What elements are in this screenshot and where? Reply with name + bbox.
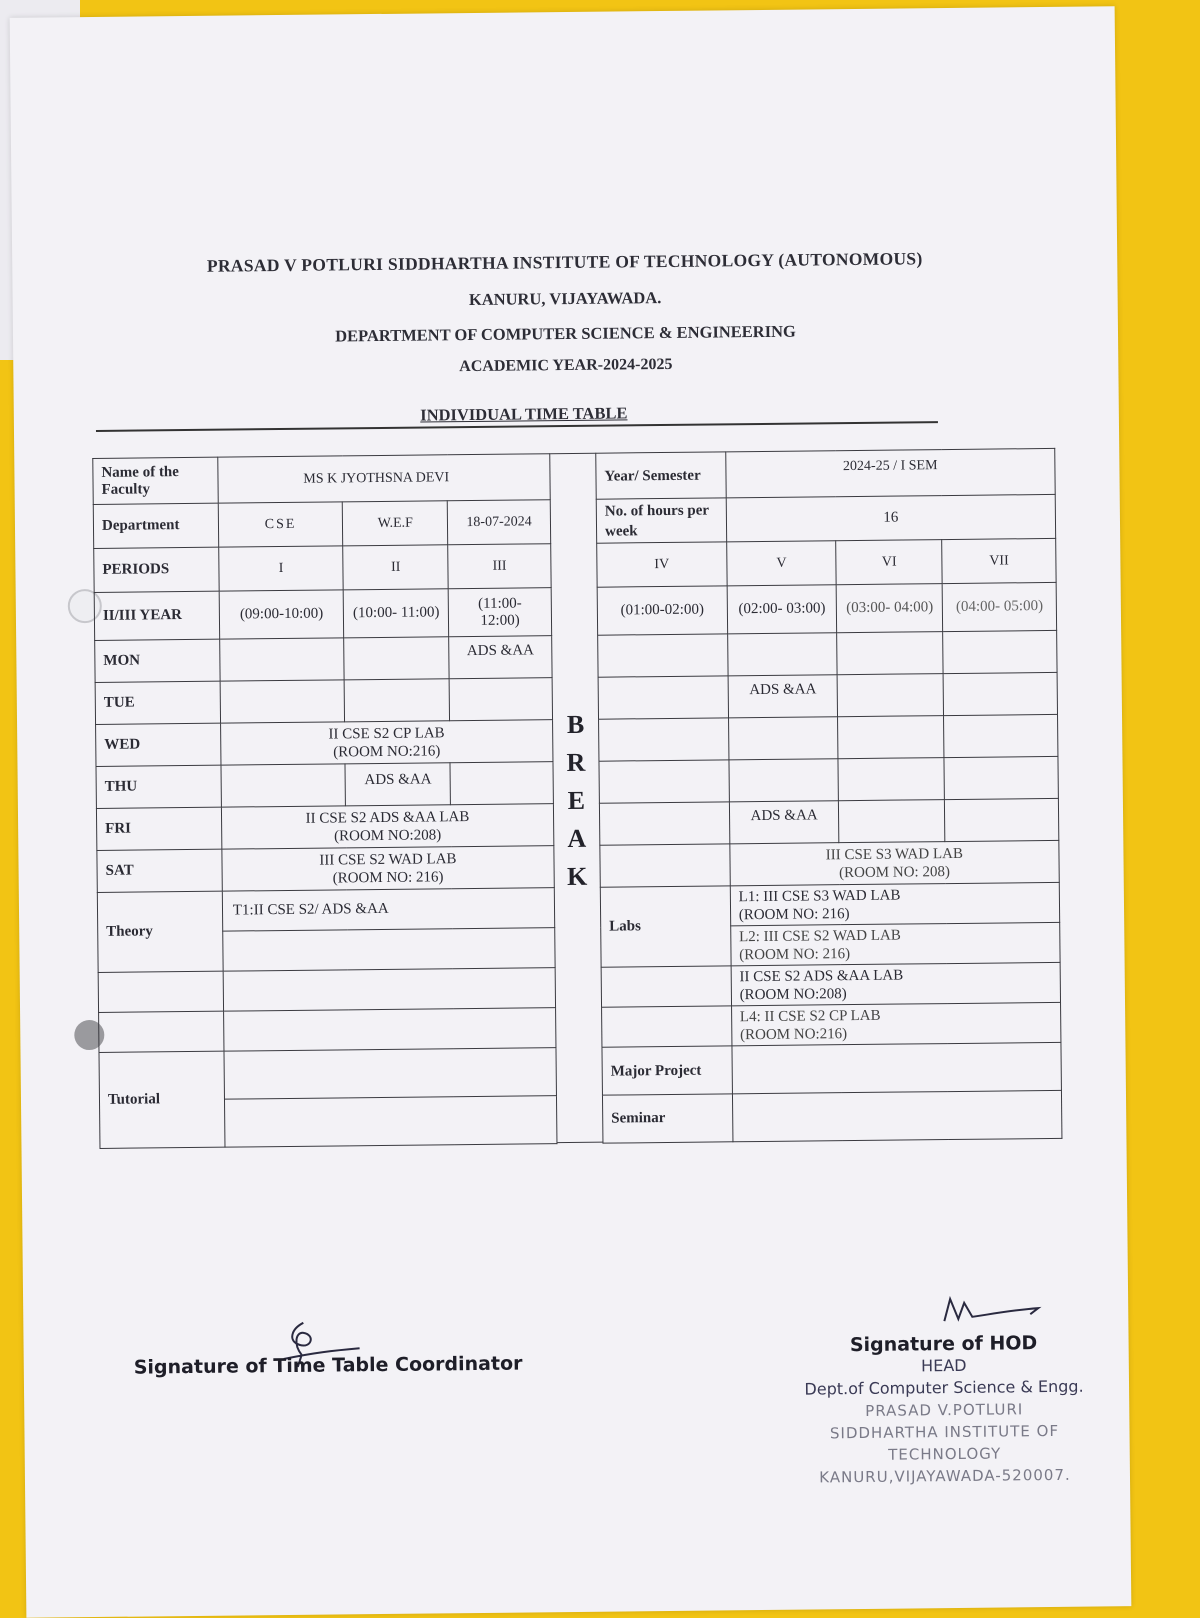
hours-value: 16 <box>726 494 1056 541</box>
break-letter: R <box>566 747 586 778</box>
class-entry: III CSE S2 WAD LAB <box>319 850 457 869</box>
institute-location: KANURU, VIJAYAWADA. <box>468 288 662 310</box>
slot-cell <box>345 679 450 722</box>
slot-cell <box>839 800 945 843</box>
stamp-dept: Dept.of Computer Science & Engg. <box>804 1376 1084 1399</box>
period-time: (04:00- 05:00) <box>942 582 1056 631</box>
slot-cell <box>944 756 1058 799</box>
lab-name: L1: III CSE S3 WAD LAB <box>738 887 901 905</box>
slot-cell <box>837 632 943 675</box>
period-time: (10:00- 11:00) <box>344 589 449 638</box>
period-num: V <box>726 541 836 586</box>
year-sem-value: 2024-25 / I SEM <box>725 448 1055 497</box>
slot-cell <box>598 676 728 719</box>
period-num: III <box>448 544 551 589</box>
period-num: IV <box>597 542 727 587</box>
class-entry: II CSE S2 CP LAB <box>328 724 445 743</box>
slot-cell <box>838 674 944 717</box>
hod-signature-mark <box>938 1292 1048 1333</box>
slot-cell <box>221 804 554 849</box>
blank-cell <box>602 1006 732 1047</box>
slot-cell <box>728 717 838 760</box>
major-project-label: Major Project <box>602 1046 732 1095</box>
theory-entry <box>223 968 556 1011</box>
year-sem-label: Year/ Semester <box>596 452 726 499</box>
slot-cell: ADS &AA <box>449 636 552 679</box>
blank-cell <box>98 971 223 1012</box>
slot-cell <box>943 630 1057 673</box>
blank-cell <box>601 966 731 1007</box>
slot-cell: ADS &AA <box>345 763 450 806</box>
stamp-inst-2: SIDDHARTHA INSTITUTE OF TECHNOLOGY <box>829 1421 1060 1464</box>
break-letter: A <box>567 823 587 854</box>
stamp-address: KANURU,VIJAYAWADA-520007. <box>819 1465 1071 1487</box>
slot-cell <box>450 762 553 805</box>
theory-entry <box>223 1008 556 1051</box>
break-letter: B <box>566 709 585 740</box>
slot-cell <box>945 798 1059 841</box>
break-letter: E <box>567 785 586 816</box>
slot-cell: ADS &AA <box>728 675 838 718</box>
lab-entry <box>730 882 1060 925</box>
day-label: WED <box>96 723 221 766</box>
tutorial-entry <box>224 1096 557 1147</box>
slot-cell <box>221 764 346 807</box>
slot-cell <box>838 716 944 759</box>
break-column <box>550 453 602 1143</box>
period-time: (03:00- 04:00) <box>837 584 943 633</box>
slot-cell <box>729 759 839 802</box>
day-label: THU <box>96 765 221 808</box>
periods-label: PERIODS <box>94 547 219 592</box>
slot-cell <box>222 846 555 891</box>
room-entry: (ROOM NO: 216) <box>332 868 444 886</box>
slot-cell <box>449 678 552 721</box>
day-label: TUE <box>95 681 220 724</box>
hours-label: No. of hours per week <box>596 498 726 543</box>
period-time: (09:00-10:00) <box>219 590 344 639</box>
day-label: SAT <box>97 849 222 892</box>
room-entry: (ROOM NO: 208) <box>839 863 951 881</box>
period-num: II <box>343 545 448 590</box>
theory-entry <box>223 928 556 971</box>
slot-cell <box>220 720 553 765</box>
period-time: (11:00- 12:00) <box>448 588 551 637</box>
lab-entry <box>731 1002 1061 1045</box>
slot-cell <box>730 840 1060 885</box>
timetable-right <box>595 448 1062 1144</box>
lab-name: II CSE S2 ADS &AA LAB <box>739 967 904 985</box>
labs-label: Labs <box>600 886 731 967</box>
stamp-head: HEAD <box>921 1355 967 1376</box>
department-heading: DEPARTMENT OF COMPUTER SCIENCE & ENGINEERING <box>335 321 796 346</box>
period-time: (01:00-02:00) <box>597 586 727 635</box>
faculty-label: Name of the Faculty <box>93 457 218 504</box>
slot-cell <box>944 714 1058 757</box>
seminar-entry <box>732 1090 1062 1141</box>
stamp-inst-1: PRASAD V.POTLURI <box>865 1400 1024 1420</box>
wef-label: W.E.F <box>343 501 448 546</box>
lab-entry <box>730 922 1060 965</box>
slot-cell <box>599 760 729 803</box>
theory-label: Theory <box>97 891 223 972</box>
timetable-sheet <box>10 6 1132 1617</box>
slot-cell <box>599 802 729 845</box>
class-entry: III CSE S3 WAD LAB <box>825 845 964 863</box>
major-project-entry <box>732 1042 1062 1093</box>
tutorial-entry <box>224 1048 557 1099</box>
day-label: MON <box>95 639 220 682</box>
hod-signature-label: Signature of HOD <box>849 1332 1038 1357</box>
period-num: VII <box>942 538 1056 583</box>
slot-cell <box>598 634 728 677</box>
slot-cell <box>727 633 837 676</box>
lab-room: (ROOM NO: 216) <box>738 905 850 923</box>
period-num: VI <box>836 540 942 585</box>
slot-cell <box>600 844 730 887</box>
break-label <box>553 706 600 896</box>
hod-signature-block <box>783 1331 1105 1488</box>
department-label: Department <box>93 503 218 548</box>
lab-room: (ROOM NO:208) <box>739 985 847 1003</box>
tutorial-label: Tutorial <box>99 1051 225 1148</box>
timetable-left <box>92 453 557 1149</box>
slot-cell <box>599 718 729 761</box>
slot-cell: ADS &AA <box>729 801 839 844</box>
lab-entry <box>731 962 1061 1005</box>
period-num: I <box>219 546 344 591</box>
lab-name: L2: III CSE S2 WAD LAB <box>738 927 901 945</box>
theory-entry: T1:II CSE S2/ ADS &AA <box>222 888 555 931</box>
lab-room: (ROOM NO: 216) <box>739 945 851 963</box>
coordinator-signature-label: Signature of Time Table Coordinator <box>133 1352 523 1379</box>
day-label: FRI <box>96 807 221 850</box>
break-letter: K <box>566 861 588 892</box>
period-time: (02:00- 03:00) <box>727 585 837 634</box>
slot-cell <box>344 637 449 680</box>
lab-name: L4: II CSE S2 CP LAB <box>739 1007 881 1025</box>
department-value: CSE <box>218 502 343 547</box>
academic-year: ACADEMIC YEAR-2024-2025 <box>459 355 673 376</box>
year-label: II/III YEAR <box>94 591 219 640</box>
class-entry: II CSE S2 ADS &AA LAB <box>305 808 470 827</box>
slot-cell <box>219 638 344 681</box>
slot-cell <box>838 758 944 801</box>
seminar-label: Seminar <box>602 1094 732 1143</box>
slot-cell <box>220 680 345 723</box>
slot-cell <box>943 672 1057 715</box>
doc-title: INDIVIDUAL TIME TABLE <box>420 403 628 425</box>
faculty-name: MS K JYOTHSNA DEVI <box>218 454 551 503</box>
blank-cell <box>99 1011 224 1052</box>
institute-name: PRASAD V POTLURI SIDDHARTHA INSTITUTE OF TECHNOLOGY (AUTONOMOUS) <box>206 248 923 276</box>
room-entry: (ROOM NO:216) <box>333 742 441 760</box>
wef-value: 18-07-2024 <box>447 500 550 545</box>
room-entry: (ROOM NO:208) <box>334 826 442 844</box>
lab-room: (ROOM NO:216) <box>739 1025 848 1043</box>
